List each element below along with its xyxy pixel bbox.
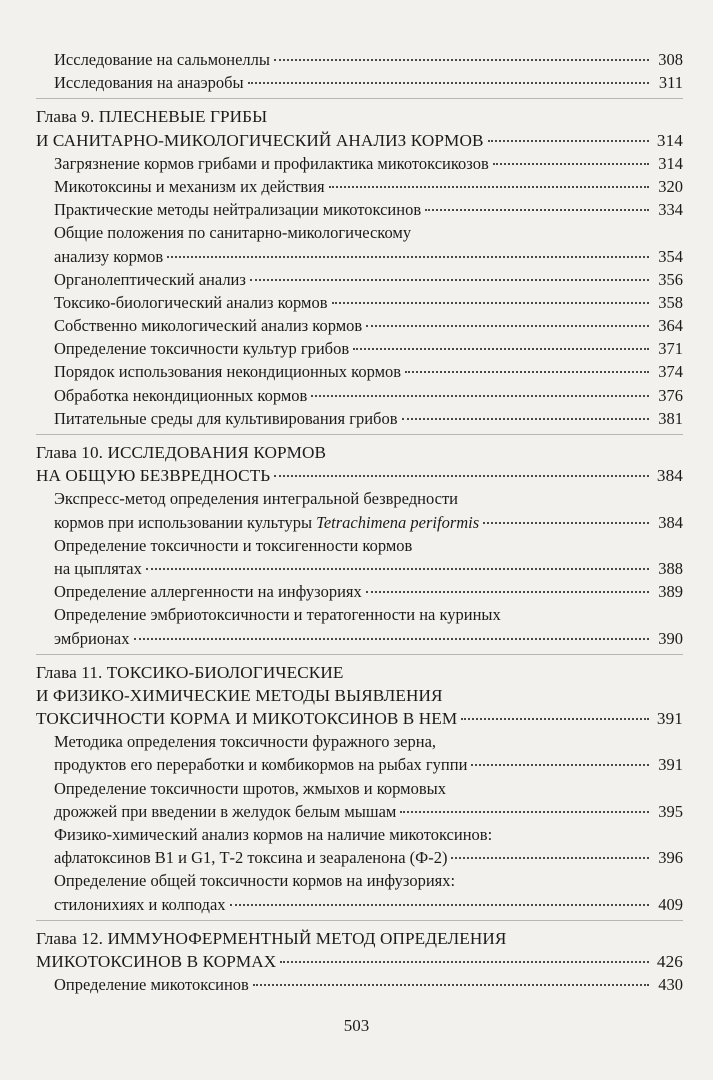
entry-text-line: Практические методы нейтрализации микотоксинов xyxy=(54,200,422,220)
entry-text-line: Методика определения токсичности фуражного зерна, xyxy=(54,732,437,752)
toc-entry[interactable] xyxy=(36,487,683,533)
toc-entry[interactable] xyxy=(36,268,683,291)
entry-page-number: 314 xyxy=(656,130,683,150)
chapter-title-line: МИКОТОКСИНОВ В КОРМАХ xyxy=(36,951,277,971)
entry-text-line: на цыплятах xyxy=(54,558,142,578)
entry-title xyxy=(54,291,328,314)
entry-title xyxy=(54,337,349,360)
entry-page-number: 376 xyxy=(658,385,683,405)
section-divider xyxy=(36,98,683,99)
toc-entry[interactable] xyxy=(36,198,683,221)
dot-leader xyxy=(425,209,649,211)
entry-text-line: Порядок использования некондиционных кормов xyxy=(54,362,402,382)
entry-text-line: афлатоксинов В1 и G1, Т-2 токсина и зеараленона (Ф-2) xyxy=(54,848,448,868)
toc-entry[interactable] xyxy=(36,407,683,430)
dot-leader xyxy=(402,418,650,420)
section-divider xyxy=(36,654,683,655)
entry-page-number: 364 xyxy=(658,316,683,336)
entry-text-line: стилонихиях и колподах xyxy=(54,894,226,914)
entry-text-line: Токсико-биологический анализ кормов xyxy=(54,292,328,312)
entry-page-number: 356 xyxy=(658,269,683,289)
entry-text-line: дрожжей при введении в желудок белым мышам xyxy=(54,801,397,821)
chapter-heading[interactable] xyxy=(36,105,683,151)
entry-text-line: Определение общей токсичности кормов на инфузориях: xyxy=(54,871,456,891)
dot-leader xyxy=(311,395,649,397)
dot-leader xyxy=(134,638,649,640)
toc-entry[interactable] xyxy=(36,730,683,776)
entry-text-line: анализу кормов xyxy=(54,246,164,266)
entry-title xyxy=(54,71,244,94)
entry-text-line: Экспресс-метод определения интегральной безвредности xyxy=(54,489,459,509)
dot-leader xyxy=(274,59,649,61)
toc-entry[interactable] xyxy=(36,337,683,360)
entry-title xyxy=(54,846,447,869)
dot-leader xyxy=(146,568,649,570)
entry-title xyxy=(54,48,270,71)
chapter-title-line: И САНИТАРНО-МИКОЛОГИЧЕСКИЙ АНАЛИЗ КОРМОВ xyxy=(36,130,484,150)
toc-entry[interactable] xyxy=(36,603,683,649)
dot-leader xyxy=(483,522,649,524)
section-divider xyxy=(36,434,683,435)
entry-title xyxy=(36,464,270,487)
toc-entry[interactable] xyxy=(36,152,683,175)
toc-entry[interactable] xyxy=(36,221,683,267)
toc-entry[interactable] xyxy=(36,360,683,383)
toc-entry[interactable] xyxy=(36,869,683,915)
section-divider xyxy=(36,920,683,921)
entry-text-line: Микотоксины и механизм их действия xyxy=(54,176,325,196)
dot-leader xyxy=(329,186,649,188)
chapter-heading[interactable] xyxy=(36,661,683,731)
entry-page-number: 390 xyxy=(658,628,683,648)
toc-entry[interactable] xyxy=(36,777,683,823)
dot-leader xyxy=(451,857,649,859)
dot-leader xyxy=(366,591,649,593)
page-number: 503 xyxy=(343,1016,370,1035)
entry-page-number: 430 xyxy=(658,975,683,995)
dot-leader xyxy=(471,764,649,766)
dot-leader xyxy=(493,163,649,165)
entry-title xyxy=(54,580,362,603)
entry-page-number: 314 xyxy=(658,153,683,173)
entry-page-number: 371 xyxy=(658,339,683,359)
entry-text-line: кормов при использовании культуры xyxy=(54,512,317,532)
entry-title xyxy=(54,627,130,650)
toc-entry[interactable] xyxy=(36,71,683,94)
dot-leader xyxy=(167,256,649,258)
entry-title xyxy=(54,407,398,430)
entry-text-line: эмбрионах xyxy=(54,628,130,648)
entry-title xyxy=(54,557,142,580)
entry-page-number: 358 xyxy=(658,292,683,312)
dot-leader xyxy=(366,325,649,327)
dot-leader xyxy=(280,961,649,963)
entry-text-line: Обработка некондиционных кормов xyxy=(54,385,308,405)
entry-text-line: Собственно микологический анализ кормов xyxy=(54,316,363,336)
toc-entry[interactable] xyxy=(36,534,683,580)
entry-title xyxy=(54,245,163,268)
chapter-title-line: НА ОБЩУЮ БЕЗВРЕДНОСТЬ xyxy=(36,466,271,486)
dot-leader xyxy=(400,811,649,813)
chapter-heading[interactable] xyxy=(36,441,683,487)
entry-title xyxy=(54,511,479,534)
dot-leader xyxy=(353,348,649,350)
entry-text-line: продуктов его переработки и комбикормов на рыбах гуппи xyxy=(54,755,468,775)
entry-page-number: 391 xyxy=(658,755,683,775)
entry-text-line: Загрязнение кормов грибами и профилактика микотоксикозов xyxy=(54,153,489,173)
dot-leader xyxy=(488,140,649,142)
toc-entry[interactable] xyxy=(36,580,683,603)
entry-text-line: Определение микотоксинов xyxy=(54,975,249,995)
entry-page-number: 409 xyxy=(658,894,683,914)
entry-page-number: 354 xyxy=(658,246,683,266)
entry-title xyxy=(54,152,489,175)
entry-text-line: Исследования на анаэробы xyxy=(54,73,244,93)
dot-leader xyxy=(274,475,649,477)
entry-page-number: 391 xyxy=(656,709,683,729)
entry-title xyxy=(54,360,401,383)
chapter-title-line: И ФИЗИКО-ХИМИЧЕСКИЕ МЕТОДЫ ВЫЯВЛЕНИЯ xyxy=(36,685,443,705)
entry-text-line: Питательные среды для культивирования грибов xyxy=(54,408,398,428)
entry-page-number: 426 xyxy=(656,951,683,971)
entry-title xyxy=(54,175,325,198)
toc-entry[interactable] xyxy=(36,823,683,869)
entry-title xyxy=(54,973,249,996)
toc-entry[interactable] xyxy=(36,973,683,996)
dot-leader xyxy=(461,718,649,720)
entry-title xyxy=(54,893,226,916)
dot-leader xyxy=(332,302,649,304)
chapter-heading[interactable] xyxy=(36,927,683,973)
entry-title xyxy=(54,384,307,407)
dot-leader xyxy=(230,904,649,906)
toc-entry[interactable] xyxy=(36,175,683,198)
entry-page-number: 308 xyxy=(658,50,683,69)
entry-page-number: 384 xyxy=(656,466,683,486)
dot-leader xyxy=(248,82,649,84)
entry-text-line: Общие положения по санитарно-микологическому xyxy=(54,223,412,243)
entry-page-number: 381 xyxy=(658,408,683,428)
entry-title xyxy=(54,198,421,221)
entry-title xyxy=(54,753,467,776)
dot-leader xyxy=(253,984,649,986)
entry-page-number: 374 xyxy=(658,362,683,382)
entry-text-line: Исследование на сальмонеллы xyxy=(54,50,270,69)
toc-entry[interactable] xyxy=(36,384,683,407)
entry-title xyxy=(54,314,362,337)
entry-text-line: Определение токсичности шротов, жмыхов и кормовых xyxy=(54,778,446,798)
entry-text-line: Органолептический анализ xyxy=(54,269,246,289)
entry-page-number: 320 xyxy=(658,176,683,196)
entry-page-number: 384 xyxy=(658,512,683,532)
toc-entry[interactable] xyxy=(36,48,683,71)
entry-title xyxy=(36,950,276,973)
chapter-title-line: Глава 11. ТОКСИКО-БИОЛОГИЧЕСКИЕ xyxy=(36,662,344,682)
entry-text-line: Определение токсичности культур грибов xyxy=(54,339,350,359)
chapter-title-line: Глава 12. ИММУНОФЕРМЕНТНЫЙ МЕТОД ОПРЕДЕЛЕНИЯ xyxy=(36,928,507,948)
entry-text-line: Определение аллергенности на инфузориях xyxy=(54,582,362,602)
chapter-title-line: Глава 9. ПЛЕСНЕВЫЕ ГРИБЫ xyxy=(36,107,268,127)
entry-page-number: 388 xyxy=(658,558,683,578)
toc-entry[interactable] xyxy=(36,314,683,337)
entry-title xyxy=(54,268,246,291)
entry-page-number: 389 xyxy=(658,582,683,602)
entry-title xyxy=(36,707,457,730)
dot-leader xyxy=(405,371,649,373)
entry-text-line: Определение эмбриотоксичности и тератогенности на куриных xyxy=(54,605,501,625)
entry-page-number: 396 xyxy=(658,848,683,868)
chapter-title-line: ТОКСИЧНОСТИ КОРМА И МИКОТОКСИНОВ В НЕМ xyxy=(36,709,458,729)
entry-text-line: Физико-химический анализ кормов на наличие микотоксинов: xyxy=(54,825,493,844)
dot-leader xyxy=(250,279,649,281)
species-name: Tetrachimena periformis xyxy=(316,512,480,532)
table-of-contents xyxy=(36,48,683,996)
chapter-title-line: Глава 10. ИССЛЕДОВАНИЯ КОРМОВ xyxy=(36,443,327,462)
entry-page-number: 334 xyxy=(658,200,683,220)
entry-title xyxy=(54,800,396,823)
entry-text-line: Определение токсичности и токсигенности кормов xyxy=(54,535,413,555)
entry-page-number: 395 xyxy=(658,801,683,821)
entry-page-number: 311 xyxy=(658,73,683,93)
toc-entry[interactable] xyxy=(36,291,683,314)
entry-title xyxy=(36,129,484,152)
